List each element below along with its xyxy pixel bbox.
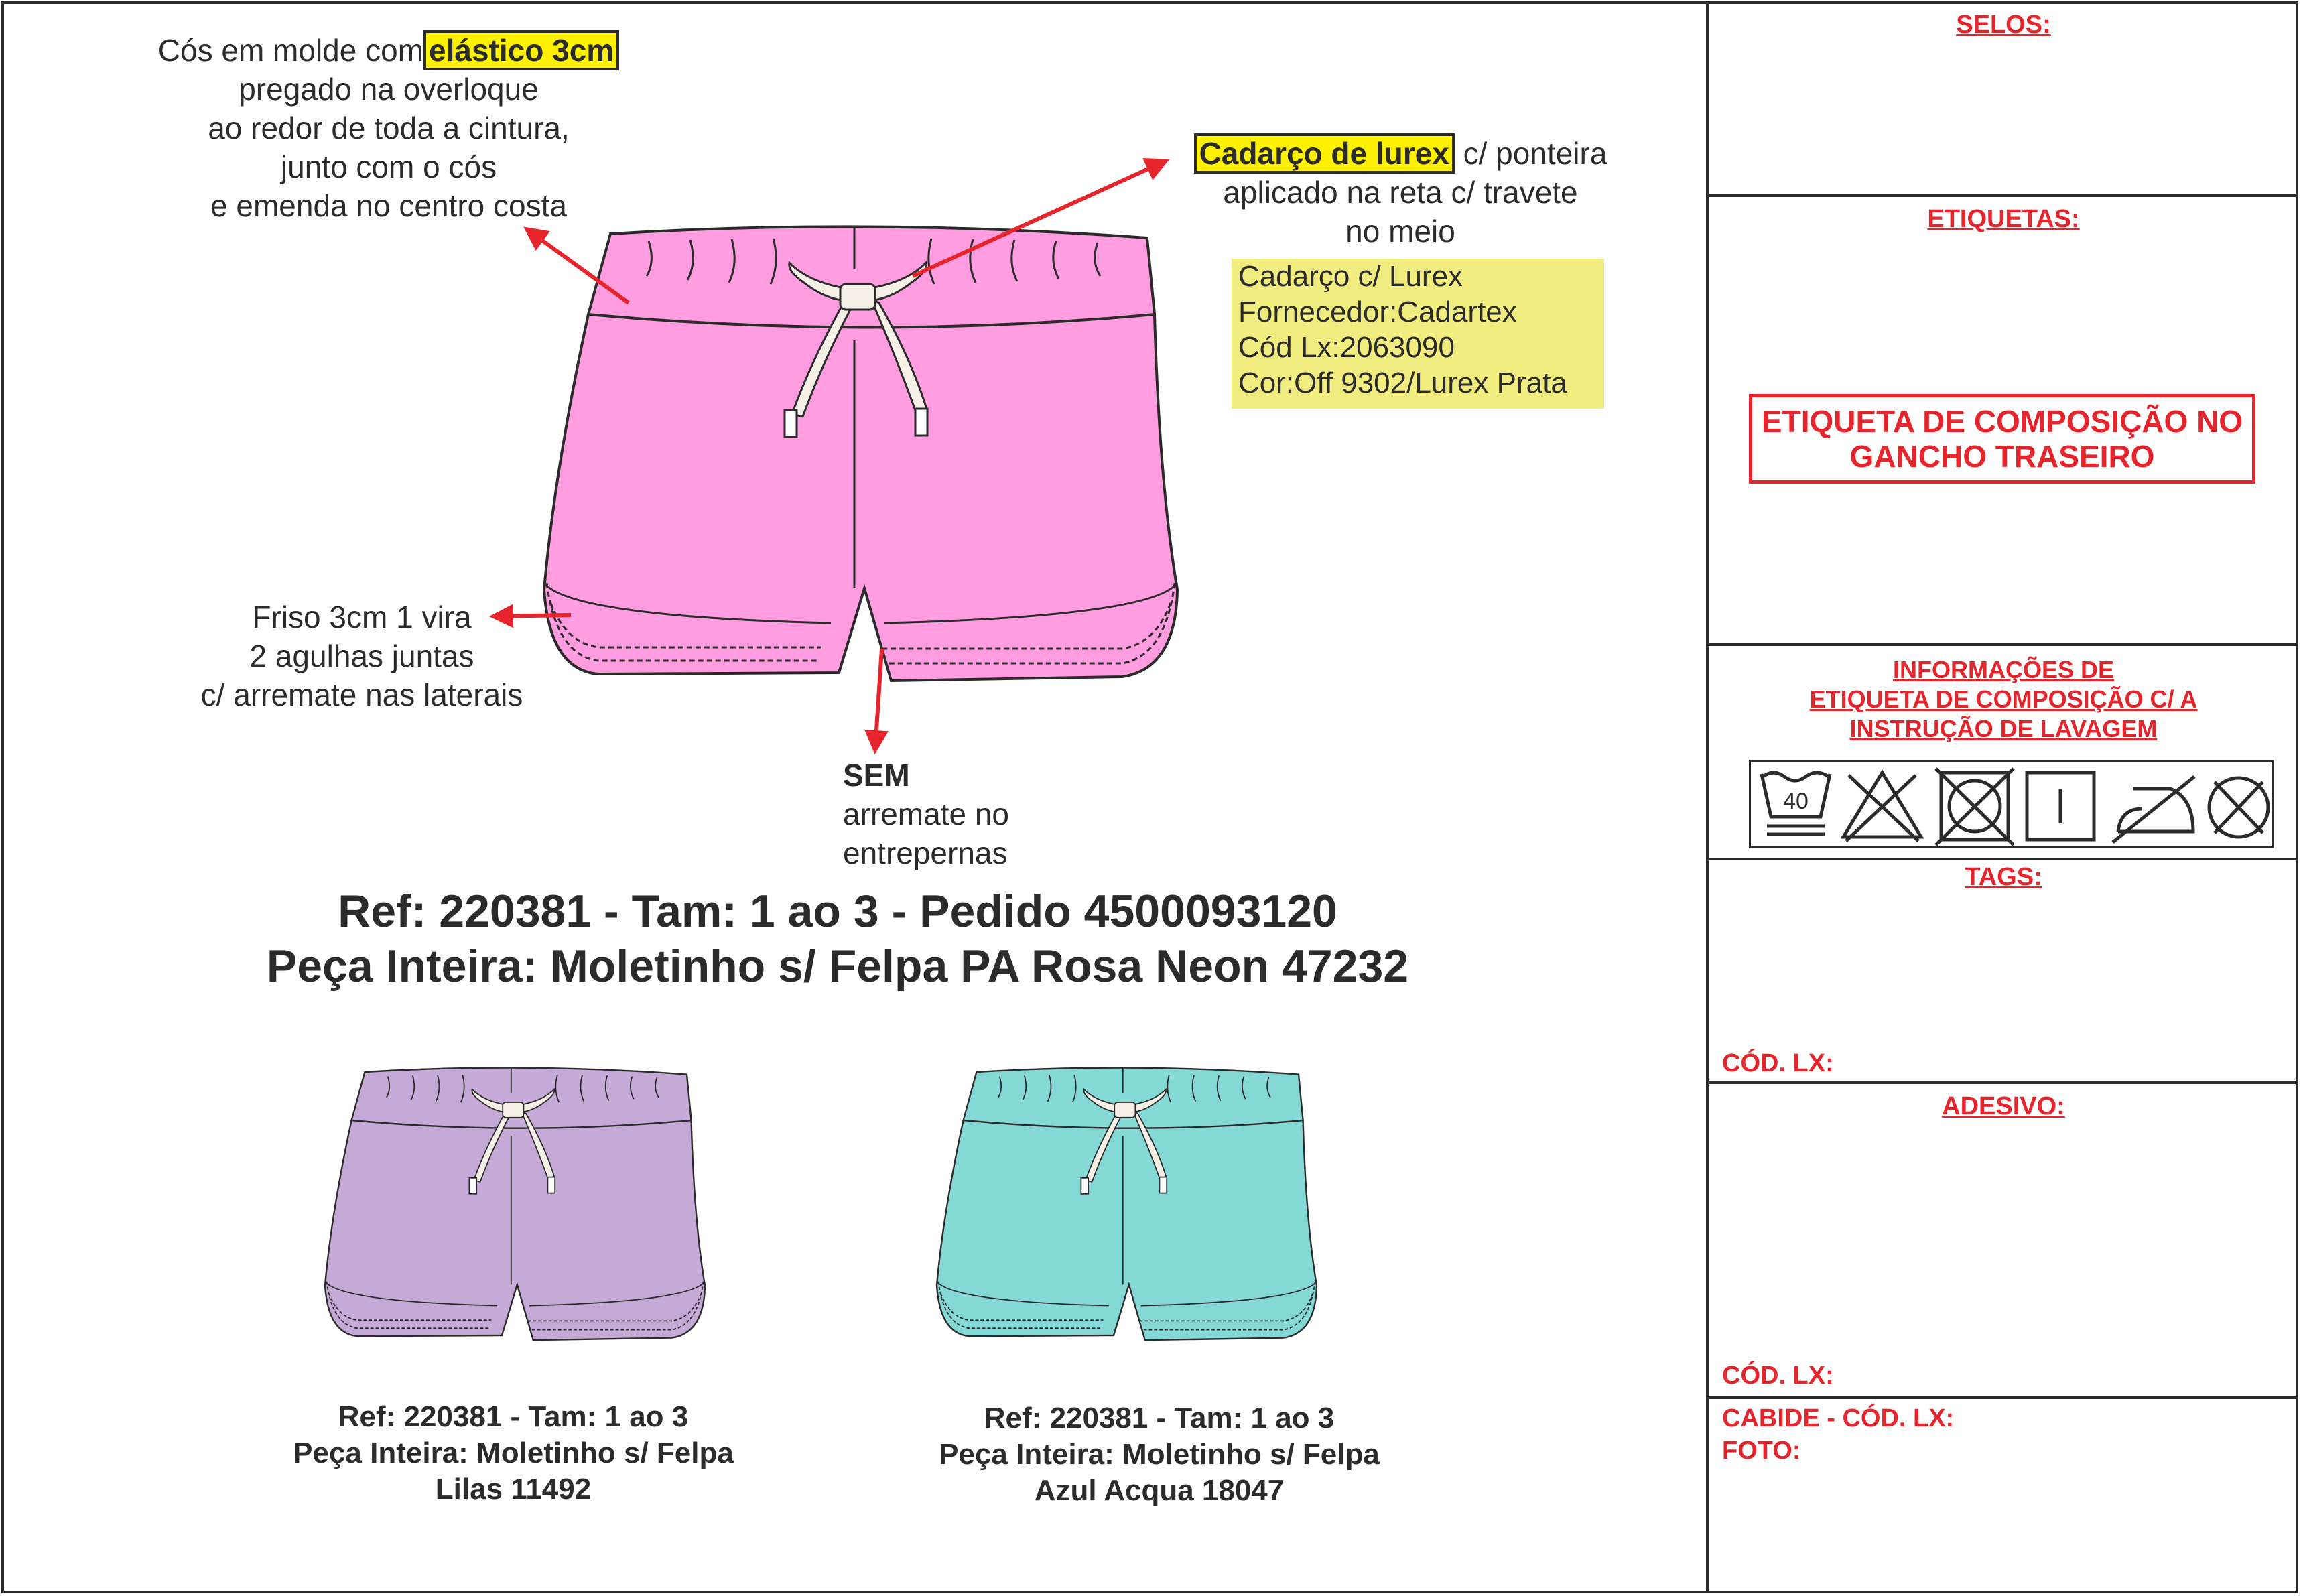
- supplier-line: Cód Lx:2063090: [1238, 331, 1455, 364]
- variant-ref-line: Peça Inteira: Moletinho s/ Felpa: [293, 1437, 734, 1469]
- waistband-note-line: pregado na overloque: [239, 72, 539, 107]
- hem-note-line: Friso 3cm 1 vira: [252, 600, 472, 635]
- variant-ref-line: Ref: 220381 - Tam: 1 ao 3: [338, 1400, 689, 1433]
- variant-ref-line: Azul Acqua 18047: [1034, 1474, 1285, 1507]
- care-info-line: ETIQUETA DE COMPOSIÇÃO C/ A: [1809, 685, 2198, 713]
- drawcord-note: [1166, 134, 1635, 251]
- tags-cod-lx: CÓD. LX:: [1722, 1049, 1834, 1077]
- waistband-note-line: ao redor de toda a cintura,: [208, 111, 570, 145]
- supplier-line: Cor:Off 9302/Lurex Prata: [1238, 367, 1567, 399]
- waistband-note: [107, 31, 670, 225]
- spec-sidebar: [1706, 1, 2298, 1593]
- composition-label-box: [1749, 394, 2255, 484]
- hem-note: [161, 598, 563, 714]
- variant-ref-aqua: [891, 1400, 1427, 1509]
- elastic-highlight: elástico 3cm: [423, 30, 619, 70]
- variant-ref-lilac: [245, 1399, 781, 1508]
- drawcord-note-line: aplicado na reta c/ travete: [1223, 175, 1578, 210]
- wash-40-icon: [1762, 773, 1830, 834]
- cabide-label: CABIDE - CÓD. LX:: [1722, 1404, 1955, 1433]
- care-info-line: INFORMAÇÕES DE: [1892, 656, 2114, 683]
- sidebar-divider: [1709, 194, 2298, 197]
- sidebar-divider: [1709, 643, 2298, 646]
- drawcord-note-suffix: c/ ponteira: [1454, 136, 1607, 171]
- tags-title: TAGS:: [1965, 863, 2042, 891]
- adesivo-title: ADESIVO:: [1942, 1092, 2065, 1120]
- sidebar-divider: [1709, 1396, 2298, 1399]
- variant-ref-line: Peça Inteira: Moletinho s/ Felpa: [939, 1438, 1380, 1471]
- waistband-note-prefix: Cós em molde com: [157, 33, 424, 68]
- main-ref-line1: Ref: 220381 - Tam: 1 ao 3 - Pedido 4500093120: [338, 886, 1337, 937]
- supplier-line: Cadarço c/ Lurex: [1238, 260, 1463, 293]
- shorts-pink: [544, 226, 1177, 681]
- sidebar-divider: [1709, 1081, 2298, 1084]
- lurex-highlight: Cadarço de lurex: [1194, 133, 1455, 174]
- composition-line: ETIQUETA DE COMPOSIÇÃO NO: [1761, 404, 2243, 439]
- care-info-title: [1709, 655, 2298, 744]
- supplier-line: Fornecedor:Cadartex: [1238, 295, 1517, 328]
- foto-label: FOTO:: [1722, 1437, 1801, 1465]
- crotch-note-title: SEM: [843, 758, 910, 793]
- crotch-note-line: entrepernas: [843, 836, 1008, 870]
- no-tumble-dry-icon: [1936, 769, 2014, 845]
- variant-ref-line: Lilas 11492: [435, 1473, 592, 1506]
- hem-note-line: 2 agulhas juntas: [249, 639, 474, 673]
- care-info-line: INSTRUÇÃO DE LAVAGEM: [1849, 715, 2158, 742]
- etiquetas-title: ETIQUETAS:: [1927, 205, 2080, 233]
- crotch-arrow: [875, 649, 882, 750]
- waistband-note-line: junto com o cós: [280, 149, 497, 184]
- shorts-lilac: [325, 1067, 705, 1340]
- shorts-aqua: [937, 1067, 1317, 1340]
- adesivo-cod-lx: CÓD. LX:: [1722, 1361, 1834, 1390]
- crotch-note: [843, 756, 1111, 872]
- drawcord-note-line: no meio: [1345, 214, 1455, 249]
- variant-ref-line: Ref: 220381 - Tam: 1 ao 3: [984, 1402, 1335, 1435]
- composition-line: GANCHO TRASEIRO: [1849, 439, 2155, 474]
- selos-title: SELOS:: [1956, 11, 2051, 39]
- supplier-box: [1232, 259, 1604, 409]
- main-ref-line2: Peça Inteira: Moletinho s/ Felpa PA Rosa Neon 47232: [266, 941, 1409, 992]
- hem-note-line: c/ arremate nas laterais: [200, 677, 523, 712]
- no-bleach-icon: [1843, 773, 1921, 841]
- care-symbols-box: [1749, 760, 2274, 848]
- line-dry-icon: [2027, 773, 2094, 840]
- sidebar-divider: [1709, 858, 2298, 860]
- care-symbols: [1751, 762, 2276, 850]
- no-dry-clean-icon: [2209, 778, 2268, 837]
- crotch-note-line: arremate no: [843, 797, 1010, 832]
- svg-text:40: 40: [1783, 789, 1809, 814]
- waistband-note-line: e emenda no centro costa: [210, 188, 567, 223]
- no-iron-icon: [2113, 777, 2194, 842]
